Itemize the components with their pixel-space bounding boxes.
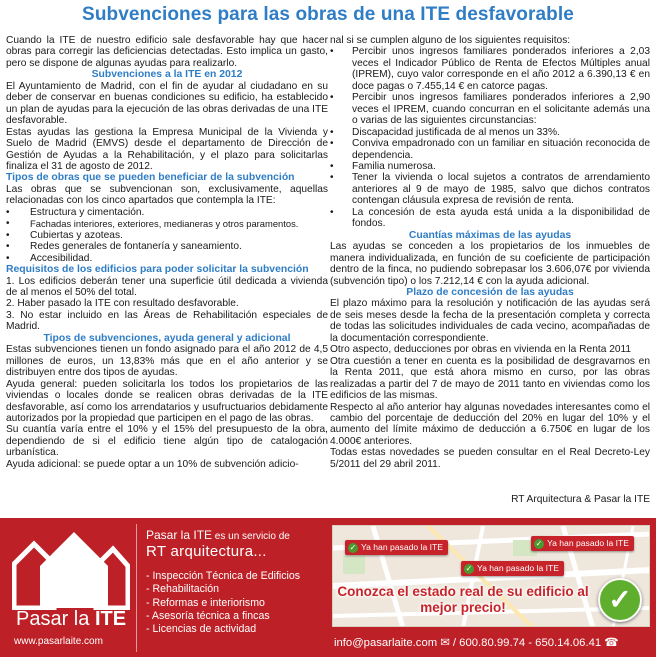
paragraph: nal si se cumplen alguno de los siguientes requisitos: bbox=[330, 35, 571, 46]
check-badge-icon: ✓ bbox=[598, 578, 642, 622]
article-title: Subvenciones para las obras de una ITE desfavorable bbox=[82, 4, 574, 25]
list-item: • La concesión de esta ayuda está unida a la disponibilidad de fondos. bbox=[330, 207, 650, 230]
paragraph: El Ayuntamiento de Madrid, con el fin de ayudar al ciudadano en su deber de conservar en buenas condiciones su edificio, ha establecido un plan de ayudas para la ejecución de las obras derivadas de una ITE desfavorable. bbox=[6, 80, 328, 127]
paragraph: Ayuda general: pueden solicitarla los todos los propietarios de las viviendas o locales donde se realicen obras derivadas de la ITE desfavorable, así como los arrendatarios y usufructuarios debidamente autorizados por la propiedad que participen en el pago de las obras. bbox=[6, 378, 328, 424]
call-to-action[interactable]: Conozca el estado real de su edificio al mejor precio! bbox=[337, 584, 589, 615]
check-icon: ✓ bbox=[349, 543, 357, 552]
check-icon: ✓ bbox=[465, 564, 473, 573]
ad-banner[interactable] bbox=[0, 518, 656, 657]
section-heading-requisitos: Requisitos de los edificios para poder solicitar la subvención bbox=[6, 264, 309, 276]
list-item: • Redes generales de fontanería y saneamiento. bbox=[6, 241, 328, 252]
requirement-item: 3. No estar incluido en las Áreas de Rehabilitación especiales de Madrid. bbox=[6, 309, 328, 333]
paragraph: Otro aspecto, deducciones por obras en vivienda en la Renta 2011 bbox=[330, 344, 632, 356]
contact-line[interactable] bbox=[334, 636, 618, 649]
intro-paragraph: Cuando la ITE de nuestro edificio sale desfavorable hay que hacer obras para corregir las deficiencias detectadas. Esto implica un gasto, pero se dispone de algunas ayudas para realizarlo. bbox=[6, 35, 328, 69]
list-item: • Conviva empadronado con un familiar en situación reconocida de dependencia. bbox=[330, 138, 650, 161]
signature: RT Arquitectura & Pasar la ITE bbox=[511, 494, 650, 505]
logo[interactable] bbox=[4, 522, 138, 653]
requirement-item: 1. Los edificios deberán tener una superficie útil dedicada a vivienda de al menos el 50% del total. bbox=[6, 275, 328, 298]
list-item: • Accesibilidad. bbox=[6, 253, 328, 264]
services-list bbox=[146, 570, 300, 636]
list-item: • Familia numerosa. bbox=[330, 161, 650, 172]
list-item: • Discapacidad justificada de al menos un 33%. bbox=[330, 127, 650, 138]
section-heading-2012: Subvenciones a la ITE en 2012 bbox=[91, 69, 243, 81]
website-link[interactable]: www.pasarlaite.com bbox=[14, 636, 103, 647]
paragraph: Ayuda adicional: se puede optar a un 10% de subvención adicio- bbox=[6, 458, 299, 470]
phone-icon: ☎ bbox=[604, 637, 619, 649]
section-heading-cuantias: Cuantías máximas de las ayudas bbox=[408, 229, 572, 241]
section-heading-plazo: Plazo de concesión de las ayudas bbox=[406, 286, 574, 298]
paragraph: Las obras que se subvencionan son, exclusivamente, aquellas relacionadas con los cinco apartados que contempla la ITE: bbox=[6, 183, 328, 207]
map-pin: ✓ Ya han pasado la ITE bbox=[345, 540, 448, 555]
service-item: - Licencias de actividad bbox=[146, 623, 257, 636]
section-heading-obras: Tipos de obras que se pueden beneficiar de la subvención bbox=[6, 172, 295, 184]
obras-list bbox=[6, 207, 328, 264]
mail-icon: ✉ bbox=[440, 637, 450, 649]
list-item: • Estructura y cimentación. bbox=[6, 207, 328, 218]
houses-logo-icon bbox=[12, 530, 130, 610]
paragraph: Las ayudas se conceden a los propietarios de los inmuebles de manera individualizada, en función de su coeficiente de participación dentro de la finca, no pudiendo sobrepasar los 3.606,07€ por vivienda (subvención tipo) o los 7.212,14 € con la ayuda adicional. bbox=[330, 241, 650, 287]
divider bbox=[136, 524, 137, 652]
list-item: • Cubiertas y azoteas. bbox=[6, 230, 328, 241]
phone-numbers[interactable]: / 600.80.99.74 - 650.14.06.41 bbox=[452, 637, 602, 649]
email-link[interactable]: info@pasarlaite.com bbox=[334, 637, 438, 649]
left-column bbox=[6, 35, 328, 470]
list-item: • Tener la vivienda o local sujetos a contratos de arrendamiento anteriores al 9 de mayo de 1985, salvo que dichos contratos contengan cláusula expresa de revisión de renta. bbox=[330, 172, 650, 206]
service-item: - Inspección Técnica de Edificios bbox=[146, 570, 301, 582]
list-item: • Percibir unos ingresos familiares ponderados inferiores a 2,03 veces el Indicador Público de Renta de Efectos Múltiples anual (IPREM), cuyo valor corresponde en el año 2012 a 6.390,13 € en doce pagas o 7.455,14 € en catorce pagas. bbox=[330, 46, 650, 92]
brand-name: RT arquitectura... bbox=[146, 543, 267, 560]
map-pin: ✓ Ya han pasado la ITE bbox=[461, 561, 564, 576]
list-item: • Fachadas interiores, exteriores, medianeras y otros paramentos. bbox=[6, 218, 328, 229]
requirement-item: 2. Haber pasado la ITE con resultado desfavorable. bbox=[6, 298, 239, 310]
paragraph: Su cuantía varía entre el 10% y el 15% del presupuesto de la obra, dependiendo de si el edificio tiene algún tipo de catalogación urbanística. bbox=[6, 424, 328, 459]
service-item: - Asesoría técnica a fincas bbox=[146, 609, 270, 622]
logo-text: Pasar la ITE bbox=[16, 608, 127, 630]
paragraph: Todas estas novedades se pueden consultar en el Real Decreto-Ley 5/2011 del 29 abril 2011. bbox=[330, 447, 650, 470]
paragraph: Respecto al año anterior hay algunas novedades interesantes como el cambio del porcentaje de deducción del 20% en lugar del 10% y el aumento del límite máximo de deducción a 6.750€ en lugar de los 4.000€ anteriores. bbox=[330, 401, 650, 447]
ad-intro: Pasar la ITE es un servicio de bbox=[146, 528, 290, 542]
section-heading-tipos: Tipos de subvenciones, ayuda general y adicional bbox=[43, 332, 291, 344]
map-pin: ✓ Ya han pasado la ITE bbox=[531, 536, 634, 551]
list-item: • Percibir unos ingresos familiares ponderados inferiores a 2,90 veces el IPREM, cuando concurran en el solicitante además una o varias de las siguientes circunstancias: bbox=[330, 92, 650, 126]
service-item: - Reformas e interiorismo bbox=[146, 596, 265, 609]
ayuda-requisitos-list bbox=[330, 46, 650, 229]
paragraph: El plazo máximo para la resolución y notificación de las ayudas será de seis meses desde la fecha de la presentación completa y correcta de todas las solicitudes individuales de cada vecino, acompañadas de la documentación correspondiente. bbox=[330, 298, 650, 344]
paragraph: Estas subvenciones tienen un fondo asignado para el año 2012 de 4,5 millones de euros, un 13,83% más que en el año anterior y se distribuyen entre dos tipos de ayudas. bbox=[6, 344, 328, 379]
paragraph: Estas ayudas las gestiona la Empresa Municipal de la Vivienda y Suelo de Madrid (EMVS) desde el departamento de Dirección de Gestión de Ayudas a la Rehabilitación, y el plazo para solicitarlas finaliza el 31 de agosto de 2012. bbox=[6, 126, 328, 172]
map-image[interactable] bbox=[332, 525, 650, 627]
check-icon: ✓ bbox=[535, 539, 543, 548]
right-column bbox=[330, 35, 650, 470]
paragraph: Otra cuestión a tener en cuenta es la posibilidad de desgravarnos en la Renta 2011, que está ahora mismo en curso, por las obras realizadas a partir del 7 de mayo de 2011 tanto en viviendas como los edificios de las mismas. bbox=[330, 355, 650, 402]
service-item: - Rehabilitación bbox=[146, 583, 220, 596]
